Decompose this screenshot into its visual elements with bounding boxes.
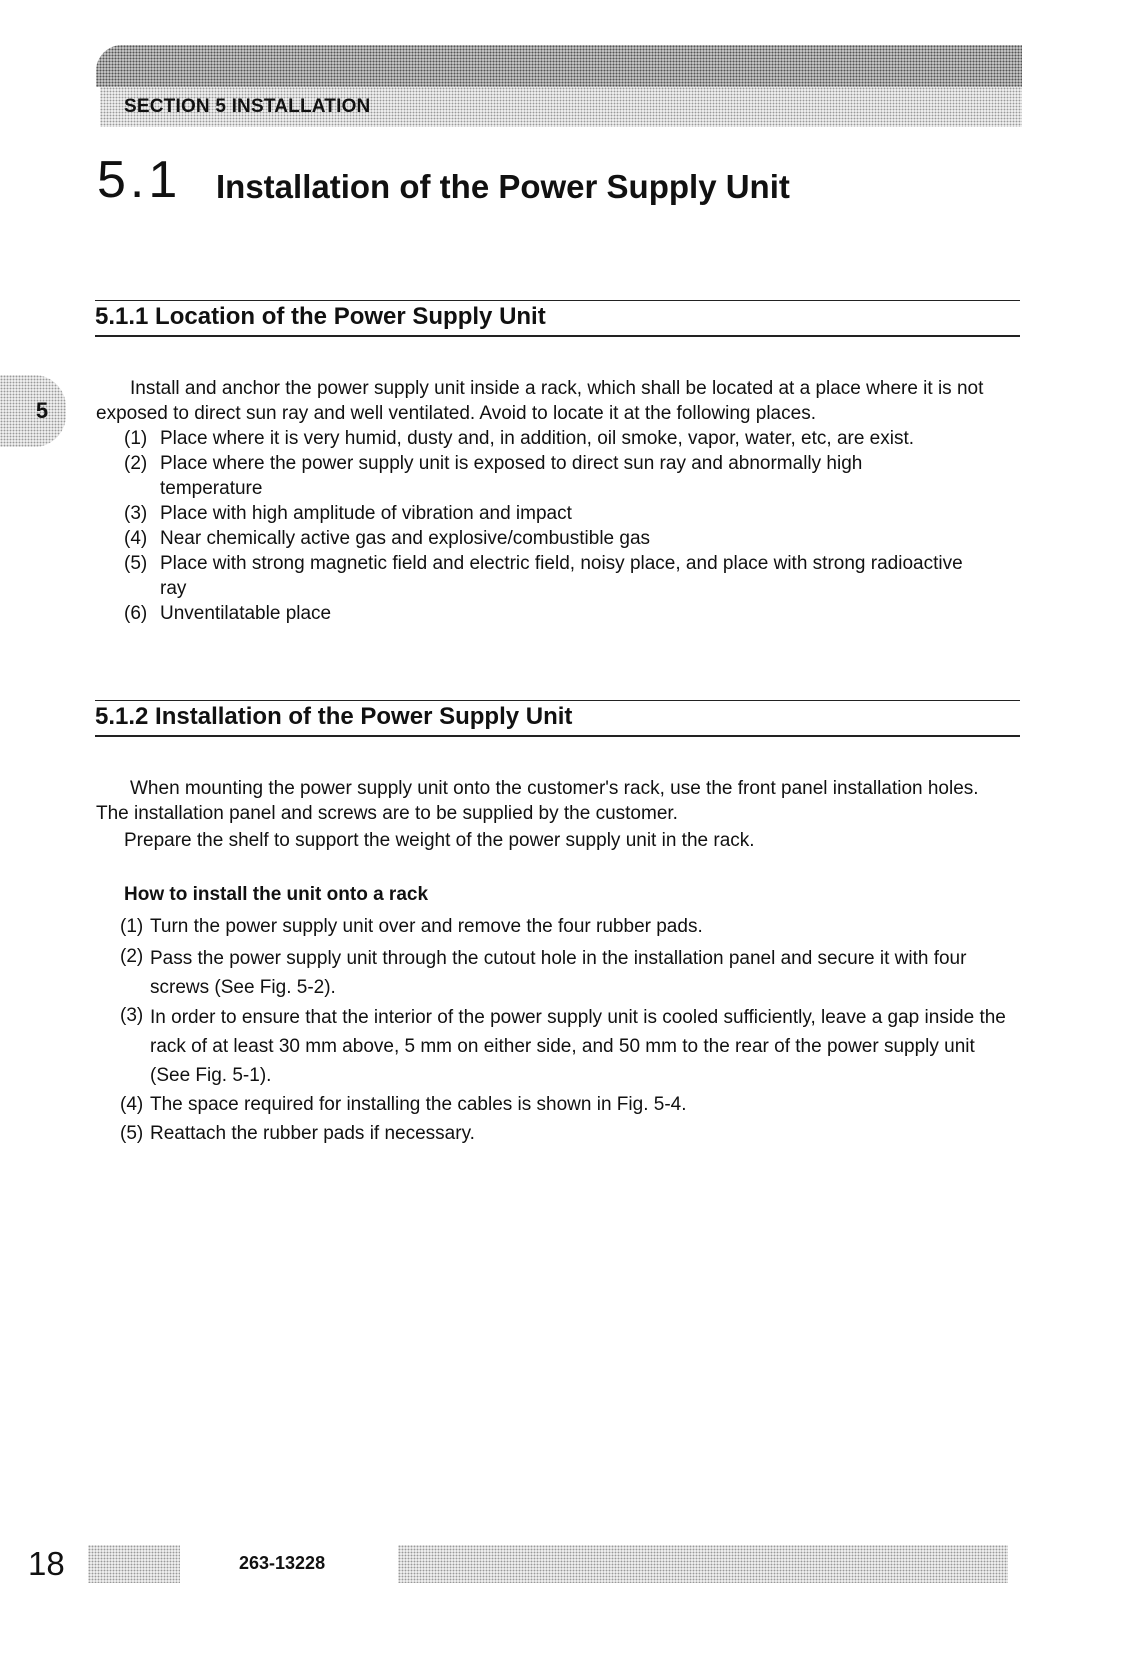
step-text: In order to ensure that the interior of the power supply unit is cooled sufficiently, leave a gap inside the rack of at least 30 mm above, 5 mm on either side, and 50 mm to the rear of the power supply unit (See Fig. 5-1). [150,1007,1006,1086]
install-step-1 [120,914,1020,939]
chapter-title: Installation of the Power Supply Unit [216,168,790,205]
location-item-1 [124,426,1020,451]
location-item-6 [124,601,1004,626]
section-512-heading: 5.1.2 Installation of the Power Supply Unit [95,703,573,730]
step-number: (4) [120,1094,144,1115]
section-512-intro-2: Prepare the shelf to support the weight of the power supply unit in the rack. [124,830,755,851]
page-number: 18 [28,1545,65,1582]
install-step-5 [120,1121,1020,1146]
step-text: Pass the power supply unit through the cutout hole in the installation panel and secure it with four screws (See Fig. 5-2). [150,948,967,998]
chapter-number: 5.1 [97,151,182,209]
install-step-4 [120,1092,1020,1117]
item-text: Place with strong magnetic field and electric field, noisy place, and place with strong radioactive ray [160,553,963,599]
step-number: (5) [120,1123,144,1144]
section-512-heading-rule [95,700,1020,737]
location-item-3 [124,501,1004,526]
section-511-heading: 5.1.1 Location of the Power Supply Unit [95,303,546,330]
item-text: Unventilatable place [160,603,332,624]
section-511-intro: Install and anchor the power supply unit inside a rack, which shall be located at a place where it is not exposed to direct sun ray and well ventilated. Avoid to locate it at the following places. [96,378,984,424]
item-number: (2) [124,453,148,474]
section-512-intro: When mounting the power supply unit onto the customer's rack, use the front panel installation holes. The installation panel and screws are to be supplied by the customer. [96,778,979,824]
step-text: Turn the power supply unit over and remove the four rubber pads. [150,916,703,937]
location-item-4 [124,526,1004,551]
section-label: SECTION 5 INSTALLATION [124,96,371,117]
item-text: Place where it is very humid, dusty and, in addition, oil smoke, vapor, water, etc, are exist. [160,428,915,449]
location-item-5 [124,551,984,601]
install-step-2 [120,944,1000,1002]
step-number: (1) [120,916,144,937]
step-number: (3) [120,1005,144,1026]
item-number: (5) [124,553,148,574]
how-to-heading: How to install the unit onto a rack [124,884,429,905]
step-text: Reattach the rubber pads if necessary. [150,1123,475,1144]
item-number: (4) [124,528,148,549]
item-text: Place where the power supply unit is exposed to direct sun ray and abnormally high temperature [160,453,863,499]
item-number: (1) [124,428,148,449]
item-text: Near chemically active gas and explosive/combustible gas [160,528,651,549]
footer-band-left [88,1545,180,1583]
step-text: The space required for installing the cables is shown in Fig. 5-4. [150,1094,687,1115]
section-511-heading-rule [95,300,1020,337]
step-number: (2) [120,946,144,967]
header-band [96,45,1022,87]
item-number: (3) [124,503,148,524]
footer-band-right [398,1545,1008,1583]
chapter-tab-label: 5 [35,398,49,423]
install-step-3 [120,1003,1018,1090]
item-number: (6) [124,603,148,624]
document-code: 263-13228 [239,1553,326,1573]
item-text: Place with high amplitude of vibration and impact [160,503,572,524]
location-item-2 [124,451,964,501]
